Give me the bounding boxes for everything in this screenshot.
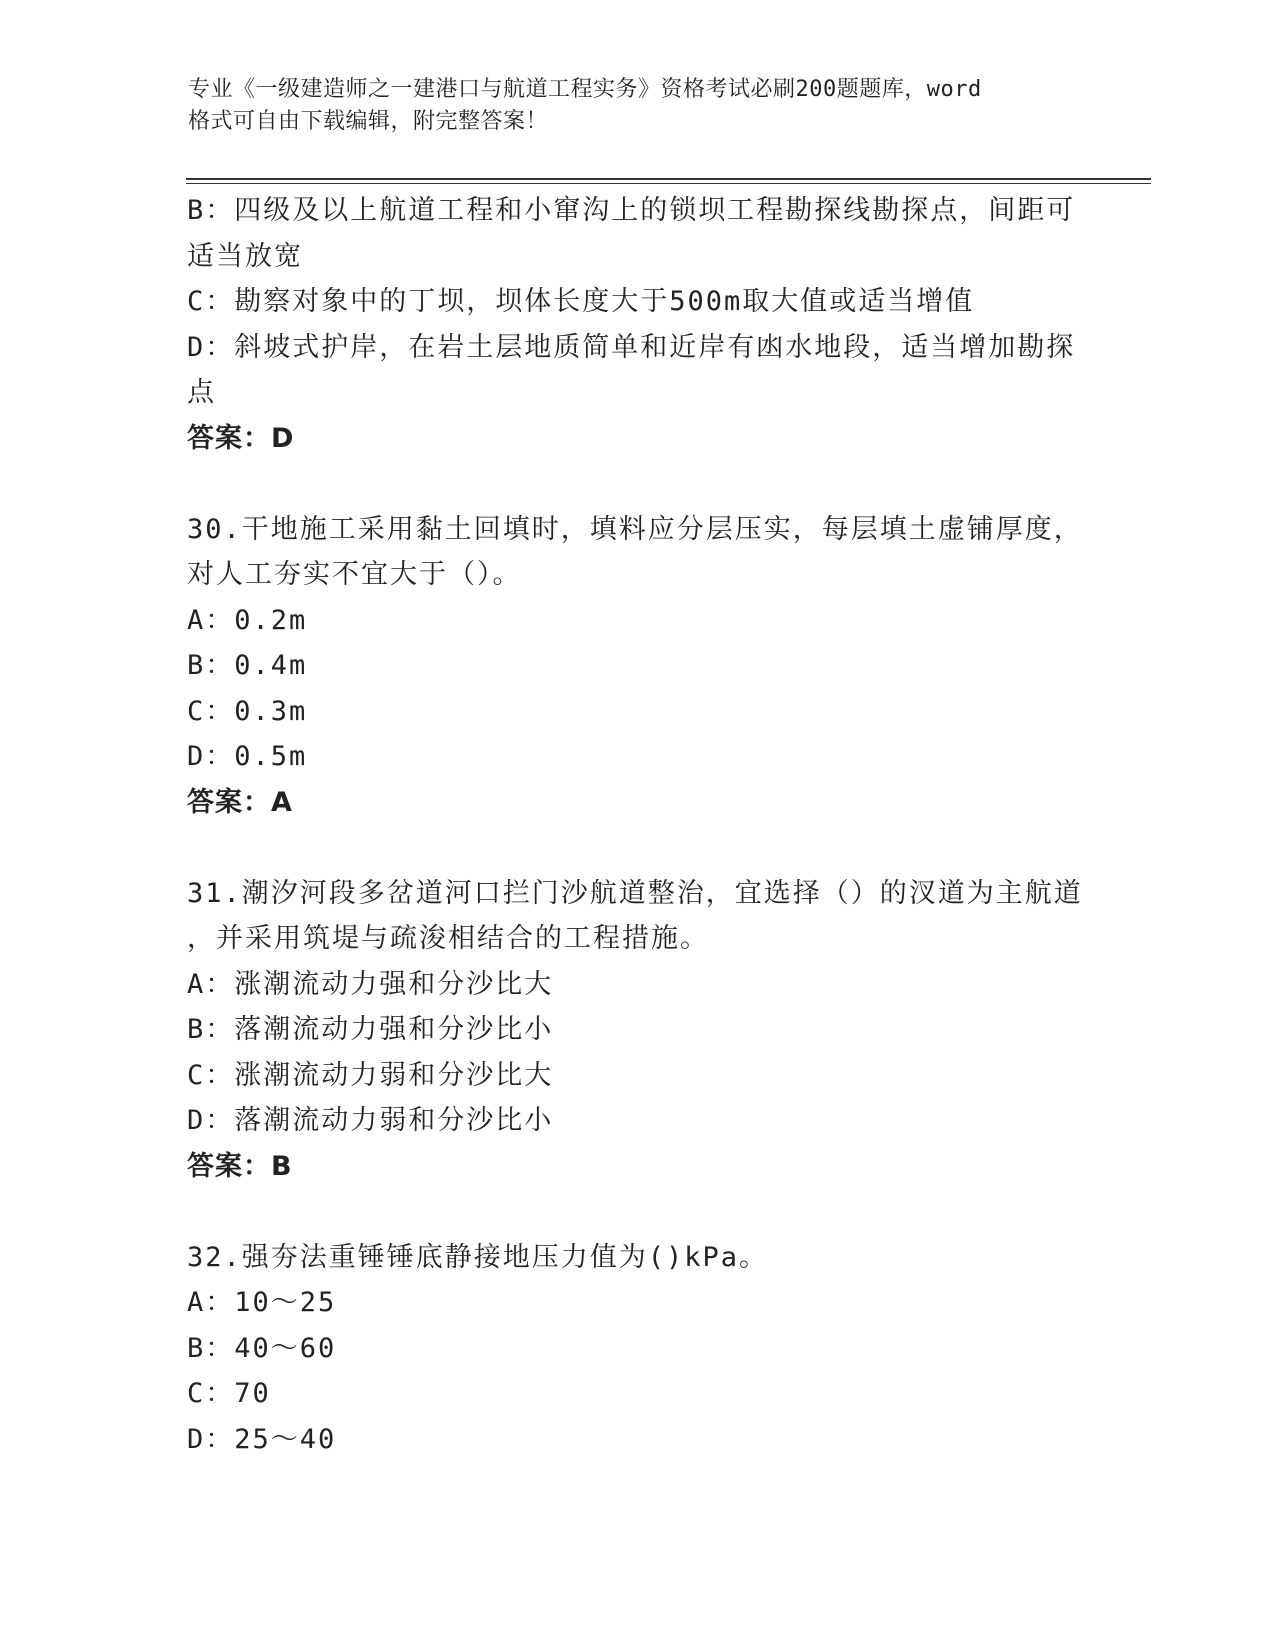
q31-option-c: C：涨潮流动力弱和分沙比大 [187, 1059, 554, 1091]
q29-option-c: C：勘察对象中的丁坝，坝体长度大于500m取大值或适当增值 [187, 286, 975, 317]
q29-option-d-line-2: 点 [187, 377, 216, 408]
question-29-block [187, 188, 1087, 461]
q30-option-a: A：0.2m [187, 604, 308, 636]
header-divider-thin [186, 183, 1151, 184]
q29-option-b-line-2: 适当放宽 [187, 240, 303, 272]
document-header [188, 74, 1068, 138]
question-content [187, 188, 1087, 1462]
question-32-block [187, 1235, 1087, 1463]
q32-option-a: A：10～25 [187, 1287, 337, 1318]
q29-option-b-line-1: B：四级及以上航道工程和小窜沟上的锁坝工程勘探线勘探点，间距可 [187, 195, 1076, 226]
q31-stem-line-2: ，并采用筑堤与疏浚相结合的工程措施。 [187, 923, 709, 954]
q31-option-b: B：落潮流动力强和分沙比小 [187, 1014, 554, 1045]
q30-option-d: D：0.5m [187, 741, 308, 772]
header-line-1: 专业《一级建造师之一建港口与航道工程实务》资格考试必刷200题题库，word [188, 77, 982, 102]
q32-option-c: C：70 [187, 1378, 271, 1409]
q31-stem-line-1: 31.潮汐河段多岔道河口拦门沙航道整治，宜选择（）的汊道为主航道 [187, 877, 1083, 909]
q32-stem: 32.强夯法重锤锤底静接地压力值为()kPa。 [187, 1241, 769, 1273]
question-30-block [187, 507, 1087, 826]
question-31-block [187, 871, 1087, 1190]
q30-option-c: C：0.3m [187, 695, 308, 727]
q31-option-d: D：落潮流动力弱和分沙比小 [187, 1105, 554, 1136]
q30-stem-line-2: 对人工夯实不宜大于（）。 [187, 559, 522, 590]
q30-answer: 答案：A [187, 786, 293, 818]
spacer [187, 461, 1087, 507]
q29-option-d-line-1: D：斜坡式护岸，在岩土层地质简单和近岸有凼水地段，适当增加勘探 [187, 331, 1076, 363]
spacer [187, 1189, 1087, 1235]
q32-option-d: D：25～40 [187, 1423, 337, 1455]
q31-option-a: A：涨潮流动力强和分沙比大 [187, 968, 554, 1000]
q29-answer: 答案：D [187, 422, 295, 454]
header-divider-thick [186, 178, 1151, 180]
header-line-2: 格式可自由下载编辑，附完整答案！ [188, 109, 549, 134]
q30-option-b: B：0.4m [187, 650, 308, 681]
spacer [187, 825, 1087, 871]
q32-option-b: B：40～60 [187, 1332, 337, 1364]
q31-answer: 答案：B [187, 1150, 293, 1182]
q30-stem-line-1: 30.干地施工采用黏土回填时，填料应分层压实，每层填土虚铺厚度， [187, 513, 1083, 545]
